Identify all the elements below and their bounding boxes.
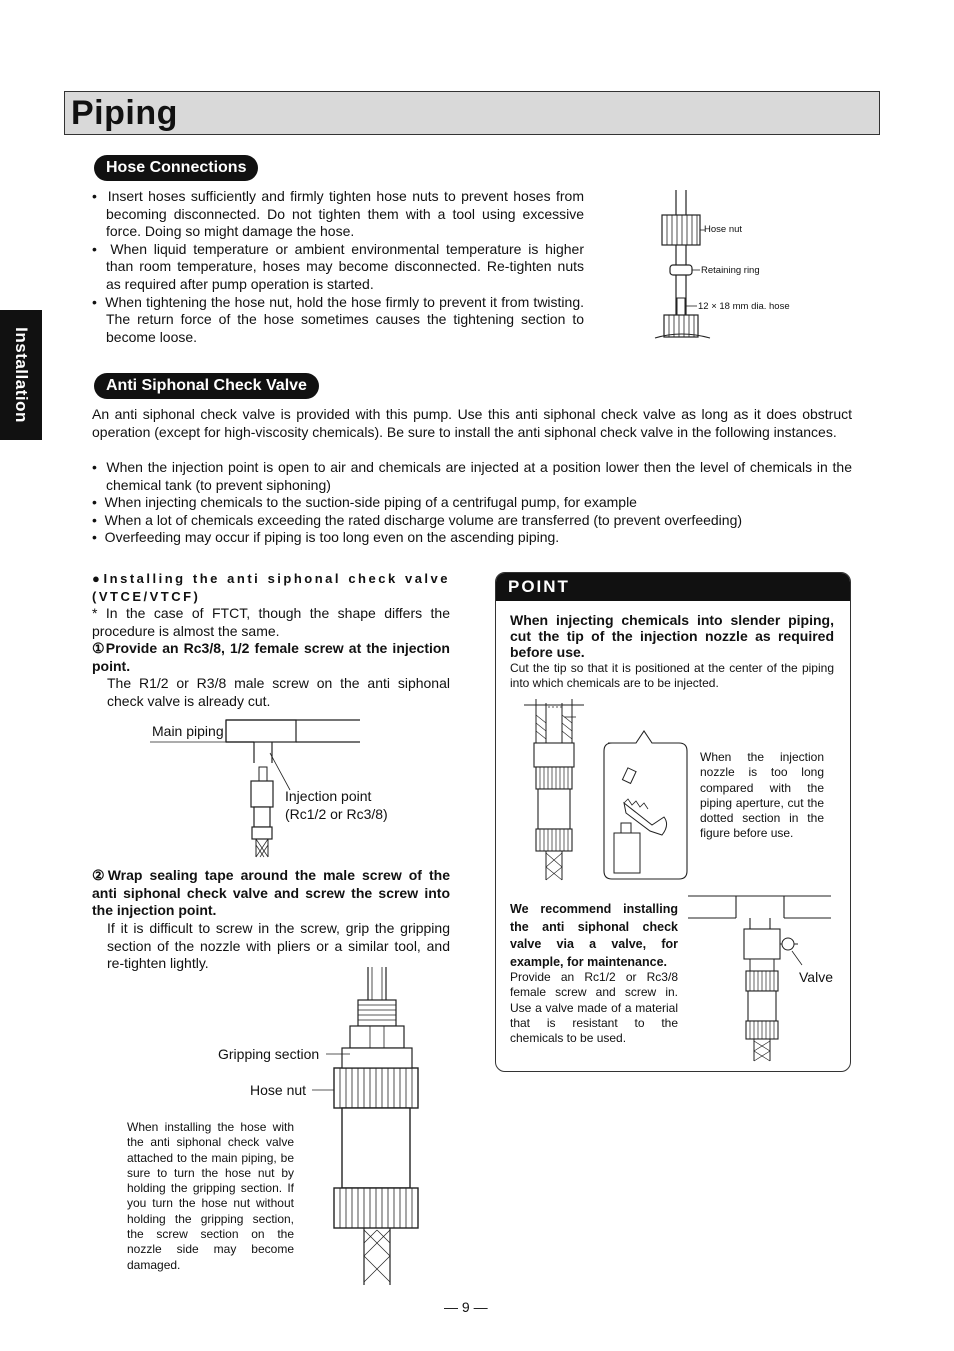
injection-spec-label: (Rc1/2 or Rc3/8) xyxy=(285,806,388,822)
hose-bullets xyxy=(92,188,584,346)
step2-body: If it is difficult to screw in the screw, grip the gripping section of the nozzle with pliers or a similar tool, and re-tighten lightly. xyxy=(107,920,450,972)
point-figure-text: When the injection nozzle is too long compared with the piping aperture, cut the dotted section in the figure before use. xyxy=(700,750,824,841)
point-body-1: Cut the tip so that it is positioned at the center of the piping into which chemicals are to be injected. xyxy=(510,661,834,691)
anti-siphonal-bullet: • When injecting chemicals to the suction-side piping of a centrifugal pump, for example xyxy=(92,494,637,511)
hose-bullet: • When liquid temperature or ambient environmental temperature is higher than room temperature, hoses may become disconnected. Re-tighten nuts as required after pump operation is started. xyxy=(92,240,584,292)
side-tab-label: Installation xyxy=(12,327,31,423)
anti-siphonal-bullet: • When a lot of chemicals exceeding the rated discharge volume are transferred (to prevent overfeeding) xyxy=(92,511,743,528)
hose-nut-label-2: Hose nut xyxy=(250,1082,307,1098)
hose-nut-note: When installing the hose with the anti siphonal check valve attached to the main piping, be sure to turn the hose nut by holding the gripping section. If you turn the hose nut without holding the gripping section, the screw section on the nozzle side may become damaged. xyxy=(127,1120,294,1272)
point-box xyxy=(495,572,851,1072)
anti-siphonal-bullets xyxy=(92,459,852,547)
anti-siphonal-intro-text: An anti siphonal check valve is provided with this pump. Use this anti siphonal check valve as long as it does obstruct operation (except for high-viscosity chemicals). Be sure to install the anti siphonal check valve in the following instances. xyxy=(92,406,852,440)
step1-body: The R1/2 or R3/8 male screw on the anti siphonal check valve is already cut. xyxy=(107,675,450,709)
hose-bullet: • Insert hoses sufficiently and firmly tighten hose nuts to prevent hoses from becoming disconnected. Do not tighten them with a tool using excessive force. Doing so might damage the hose. xyxy=(92,188,584,240)
hose-connections-heading: Hose Connections xyxy=(94,155,258,181)
anti-siphonal-intro xyxy=(92,406,852,441)
check-valve-figure xyxy=(320,965,430,1290)
point-label: POINT xyxy=(508,577,570,596)
nozzle-cut-figure xyxy=(524,695,694,885)
anti-siphonal-heading: Anti Siphonal Check Valve xyxy=(94,373,319,399)
page-title: Piping xyxy=(71,94,178,132)
installing-heading: ●Installing the anti siphonal check valve (VTCE/VTCF) xyxy=(92,571,450,604)
injection-point-label: Injection point xyxy=(285,788,372,804)
point-body-2: Provide an Rc1/2 or Rc3/8 female screw and screw in. Use a valve made of a material that is resistant to the chemicals to be used. xyxy=(510,970,678,1046)
retaining-ring-label: Retaining ring xyxy=(701,265,760,276)
page-title-bar xyxy=(64,91,880,135)
page-number: — 9 — xyxy=(444,1299,488,1315)
hose-dia-label: 12 × 18 mm dia. hose xyxy=(698,301,790,312)
anti-siphonal-bullet: • Overfeeding may occur if piping is too long even on the ascending piping. xyxy=(92,529,560,546)
point-bold-1: When injecting chemicals into slender piping, cut the tip of the injection nozzle as required before use. xyxy=(510,612,834,661)
step1-title: ①Provide an Rc3/8, 1/2 female screw at the injection point. xyxy=(92,640,450,674)
ftct-note: * In the case of FTCT, though the shape differs the procedure is almost the same. xyxy=(92,605,450,639)
point-bold-2: We recommend installing the anti siphonal check valve via a valve, for example, for maintenance. xyxy=(510,902,678,969)
hose-bullet: • When tightening the hose nut, hold the hose firmly to prevent it from twisting. The return force of the hose sometimes causes the tightening section to become loose. xyxy=(92,293,584,345)
step2-title: ②Wrap sealing tape around the male screw of the anti siphonal check valve and screw the screw into the injection point. xyxy=(92,867,450,919)
gripping-section-label: Gripping section xyxy=(218,1046,320,1062)
hose-nut-label: Hose nut xyxy=(704,224,743,235)
valve-label: Valve xyxy=(799,969,833,985)
side-tab xyxy=(0,310,42,440)
anti-siphonal-bullet: • When the injection point is open to air and chemicals are injected at a position lower then the level of chemicals in the chemical tank (to prevent siphoning) xyxy=(92,459,852,493)
main-piping-label: Main piping xyxy=(152,723,224,739)
point-header xyxy=(496,573,850,601)
